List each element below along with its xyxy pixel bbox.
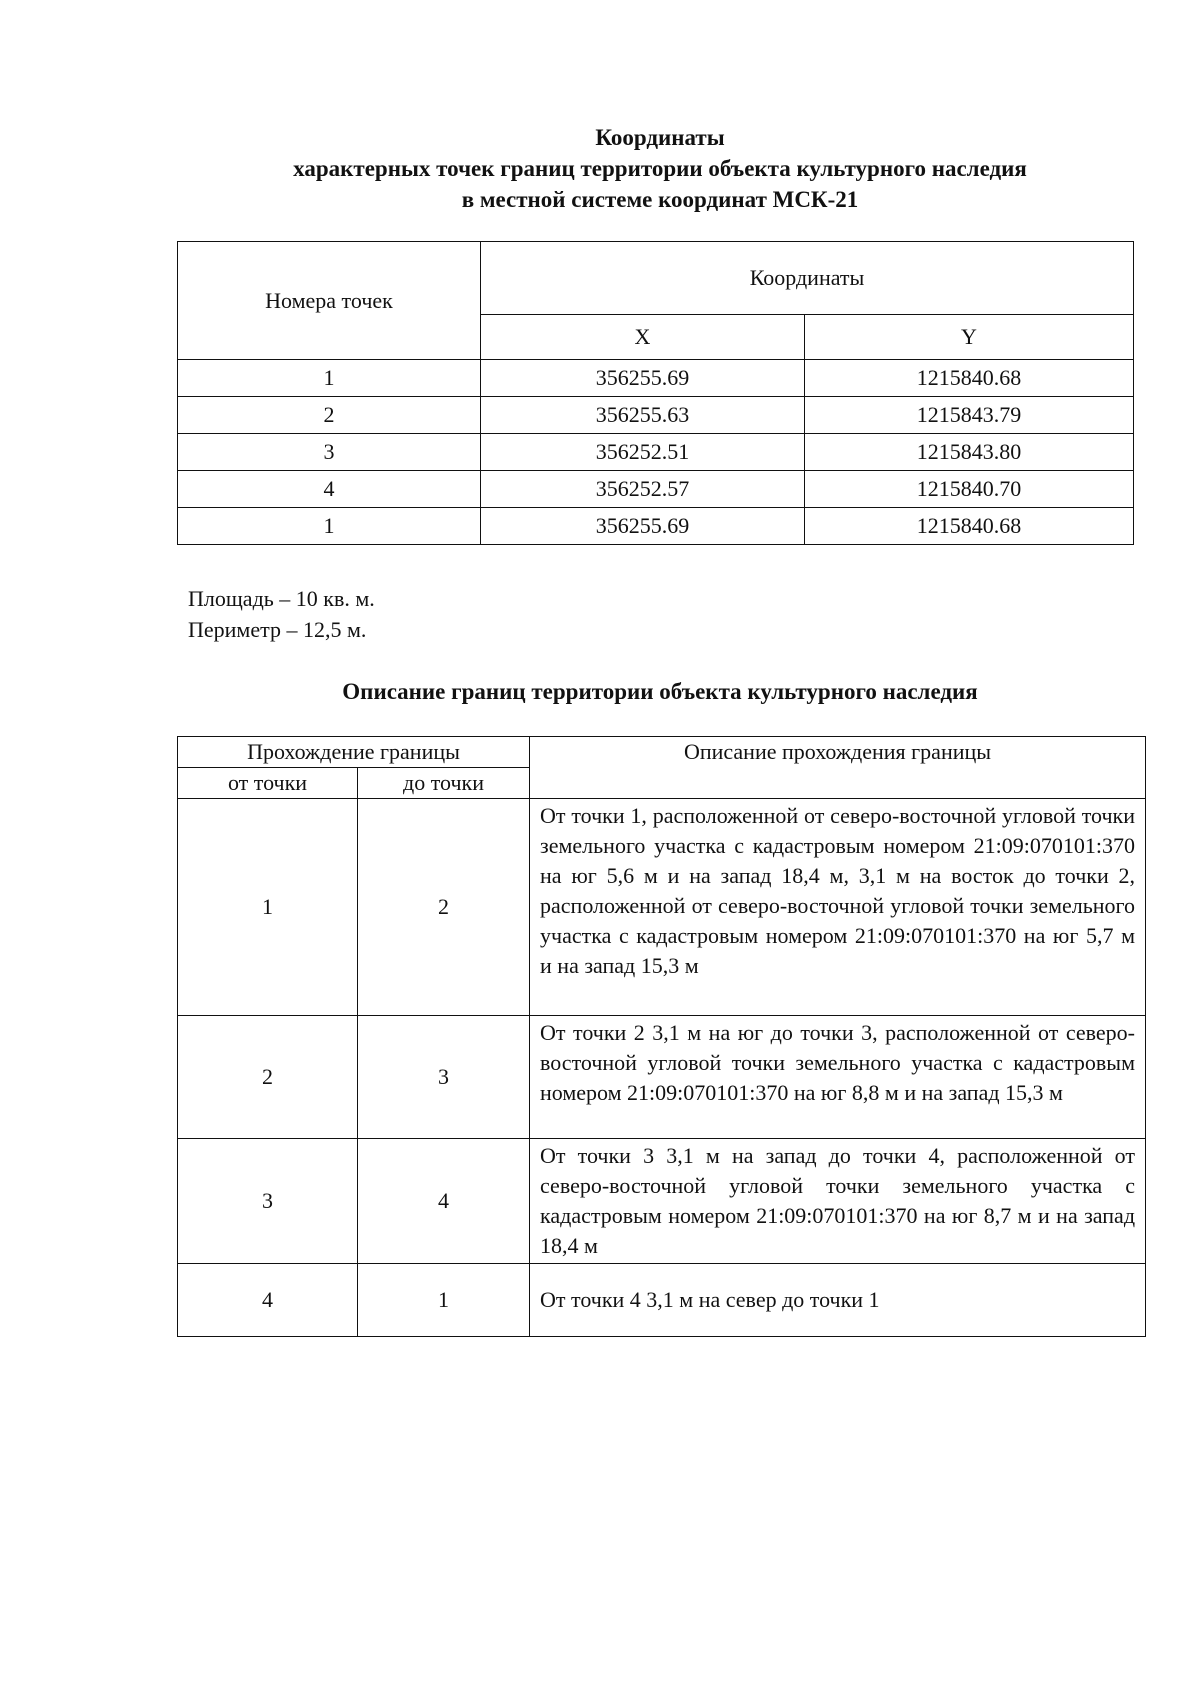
table-row: [178, 1139, 1146, 1264]
boundary-description-table: [177, 736, 1146, 1337]
boundary-description: От точки 2 3,1 м на юг до точки 3, расположенной от северо-восточной угловой точки земельного участка с кадастровым номером 21:09:070101:370 на юг 8,8 м и на запад 15,3 м: [530, 1016, 1146, 1139]
point-number: 2: [178, 397, 481, 434]
table-row: [178, 471, 1134, 508]
coord-x: 356255.69: [481, 360, 805, 397]
table-row: [178, 1264, 1146, 1337]
header-description: Описание прохождения границы: [530, 737, 1146, 799]
point-number: 3: [178, 434, 481, 471]
table-row: [178, 397, 1134, 434]
title-line-1: Координаты: [595, 125, 725, 150]
table-row: [178, 360, 1134, 397]
description-title: Описание границ территории объекта культурного наследия: [342, 679, 978, 704]
from-point: 1: [178, 799, 358, 1016]
table-row: [178, 434, 1134, 471]
from-point: 4: [178, 1264, 358, 1337]
to-point: 2: [358, 799, 530, 1016]
header-y: Y: [805, 315, 1134, 360]
coord-x: 356255.63: [481, 397, 805, 434]
point-number: 1: [178, 360, 481, 397]
header-to-point: до точки: [358, 768, 530, 799]
table-row: [178, 1016, 1146, 1139]
coord-y: 1215843.80: [805, 434, 1134, 471]
title-line-3: в местной системе координат МСК-21: [461, 187, 859, 212]
document-title: [160, 122, 1160, 215]
coordinates-table: [177, 241, 1134, 545]
boundary-description: От точки 3 3,1 м на запад до точки 4, расположенной от северо-восточной угловой точки земельного участка с кадастровым номером 21:09:070101:370 на юг 8,7 м и на запад 18,4 м: [530, 1139, 1146, 1264]
header-passage: Прохождение границы: [178, 737, 530, 768]
coord-x: 356252.57: [481, 471, 805, 508]
to-point: 3: [358, 1016, 530, 1139]
header-coordinates: Координаты: [481, 242, 1134, 315]
header-point-numbers: Номера точек: [178, 242, 481, 360]
point-number: 1: [178, 508, 481, 545]
table-row: [178, 508, 1134, 545]
to-point: 4: [358, 1139, 530, 1264]
title-line-2: характерных точек границ территории объекта культурного наследия: [293, 156, 1027, 181]
from-point: 2: [178, 1016, 358, 1139]
coord-y: 1215840.68: [805, 360, 1134, 397]
perimeter-value: Периметр – 12,5 м.: [188, 617, 367, 642]
header-x: X: [481, 315, 805, 360]
boundary-description: От точки 1, расположенной от северо-восточной угловой точки земельного участка с кадастровым номером 21:09:070101:370 на юг 5,6 м и на запад 18,4 м, 3,1 м на восток до точки 2, расположенной от северо-восточной угловой точки земельного участка с кадастровым номером 21:09:070101:370 на юг 5,7 м и на запад 15,3 м: [530, 799, 1146, 1016]
table-row: [178, 799, 1146, 1016]
coord-y: 1215840.70: [805, 471, 1134, 508]
from-point: 3: [178, 1139, 358, 1264]
coord-y: 1215840.68: [805, 508, 1134, 545]
area-value: Площадь – 10 кв. м.: [188, 586, 375, 611]
header-from-point: от точки: [178, 768, 358, 799]
boundary-description: От точки 4 3,1 м на север до точки 1: [530, 1264, 1146, 1337]
to-point: 1: [358, 1264, 530, 1337]
coord-x: 356255.69: [481, 508, 805, 545]
coord-x: 356252.51: [481, 434, 805, 471]
point-number: 4: [178, 471, 481, 508]
area-summary: [188, 583, 375, 645]
coord-y: 1215843.79: [805, 397, 1134, 434]
